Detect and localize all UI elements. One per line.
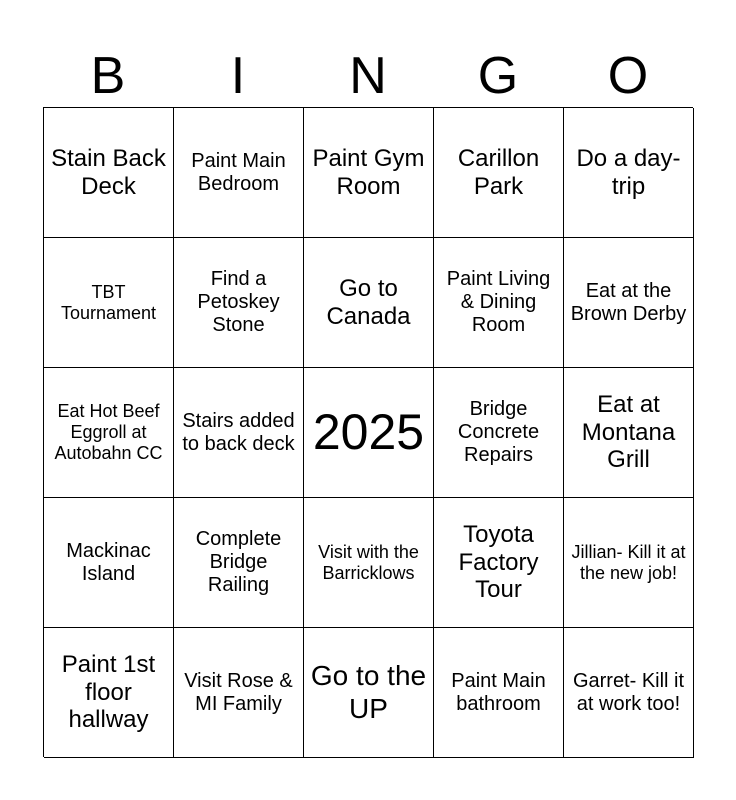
bingo-cell[interactable]: Eat Hot Beef Eggroll at Autobahn CC [44, 368, 174, 498]
bingo-header [43, 44, 693, 108]
header-letter-i: I [230, 47, 246, 105]
header-letter-n: N [349, 47, 387, 105]
bingo-cell[interactable]: TBT Tournament [44, 238, 174, 368]
bingo-cell[interactable]: Toyota Factory Tour [434, 498, 564, 628]
bingo-cell[interactable]: Go to the UP [304, 628, 434, 758]
bingo-cell[interactable]: Bridge Concrete Repairs [434, 368, 564, 498]
bingo-cell[interactable]: Eat at the Brown Derby [564, 238, 694, 368]
bingo-cell[interactable]: Stain Back Deck [44, 108, 174, 238]
header-letter-b: B [90, 47, 126, 105]
bingo-cell[interactable]: Complete Bridge Railing [174, 498, 304, 628]
bingo-cell[interactable]: Visit Rose & MI Family [174, 628, 304, 758]
bingo-cell[interactable]: Do a day-trip [564, 108, 694, 238]
bingo-cell[interactable]: Paint Gym Room [304, 108, 434, 238]
bingo-cell[interactable]: Paint 1st floor hallway [44, 628, 174, 758]
bingo-cell[interactable]: Find a Petoskey Stone [174, 238, 304, 368]
bingo-cell[interactable]: Eat at Montana Grill [564, 368, 694, 498]
free-space-cell[interactable]: 2025 [304, 368, 434, 498]
bingo-cell[interactable]: Paint Living & Dining Room [434, 238, 564, 368]
bingo-cell[interactable]: Carillon Park [434, 108, 564, 238]
bingo-cell[interactable]: Garret- Kill it at work too! [564, 628, 694, 758]
header-letter-o: O [607, 47, 649, 105]
bingo-cell[interactable]: Mackinac Island [44, 498, 174, 628]
header-letter-g: G [477, 47, 519, 105]
bingo-board [43, 107, 693, 757]
bingo-cell[interactable]: Visit with the Barricklows [304, 498, 434, 628]
bingo-cell[interactable]: Paint Main Bedroom [174, 108, 304, 238]
bingo-cell[interactable]: Jillian- Kill it at the new job! [564, 498, 694, 628]
bingo-cell[interactable]: Paint Main bathroom [434, 628, 564, 758]
bingo-cell[interactable]: Go to Canada [304, 238, 434, 368]
bingo-cell[interactable]: Stairs added to back deck [174, 368, 304, 498]
